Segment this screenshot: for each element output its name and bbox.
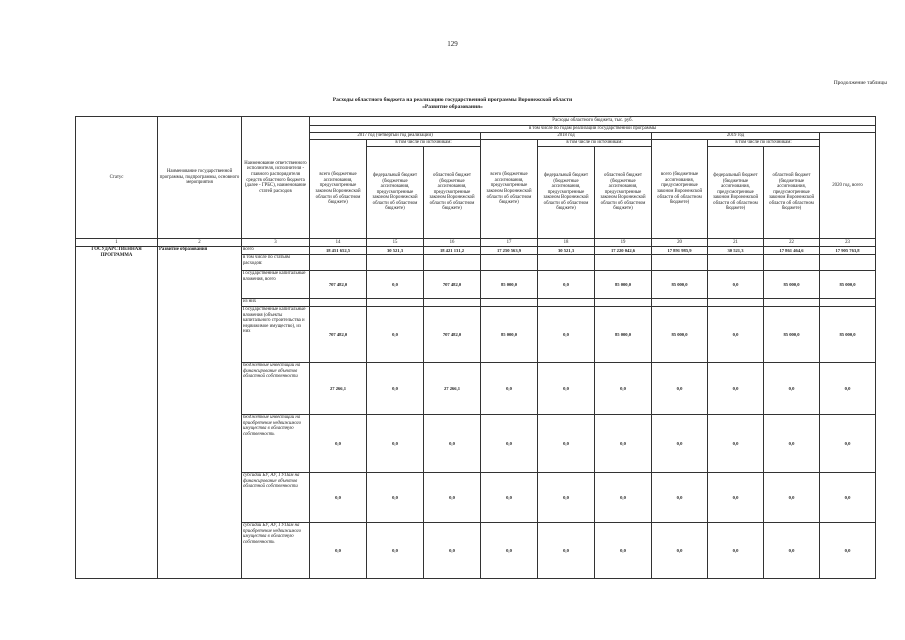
value-cell: 0,0 bbox=[367, 271, 424, 299]
value-cell bbox=[310, 255, 367, 271]
header-2017-federal: федеральный бюджет (бюджетные ассигнования, предусмотренные законом Воронежской области об областном бюджете) bbox=[367, 147, 424, 239]
value-cell: 30 521,3 bbox=[708, 247, 764, 255]
value-cell: 0,0 bbox=[708, 473, 764, 523]
value-cell: 0,0 bbox=[595, 415, 652, 473]
value-cell bbox=[424, 255, 481, 271]
header-2018-federal: федеральный бюджет (бюджетные ассигнования, предусмотренные законом Воронежской области об областном бюджете) bbox=[538, 147, 595, 239]
header-2018-sources: в том числе по источникам: bbox=[538, 140, 652, 147]
value-cell: 0,0 bbox=[820, 523, 876, 579]
value-cell bbox=[538, 299, 595, 307]
value-cell: 0,0 bbox=[652, 473, 708, 523]
header-year-2017: 2017 год (четвертый год реализации) bbox=[310, 133, 481, 140]
value-cell bbox=[764, 255, 820, 271]
value-cell: 17 905 763,8 bbox=[820, 247, 876, 255]
col-number: 15 bbox=[367, 239, 424, 247]
value-cell: 0,0 bbox=[652, 415, 708, 473]
value-cell: 0,0 bbox=[481, 415, 538, 473]
value-cell: 85 000,0 bbox=[595, 307, 652, 363]
header-2019-federal: федеральный бюджет (бюджетные ассигнования, предусмотренные законом Воронежской области об областном бюджете) bbox=[708, 147, 764, 239]
col-number: 17 bbox=[481, 239, 538, 247]
value-cell bbox=[481, 299, 538, 307]
value-cell bbox=[538, 255, 595, 271]
value-cell: 0,0 bbox=[820, 415, 876, 473]
value-cell: 0,0 bbox=[595, 363, 652, 415]
row-label: субсидии БУ, АУ, ГУПам на приобретение недвижимого имущества в областную собственность bbox=[242, 523, 310, 579]
value-cell: 707 482,0 bbox=[424, 271, 481, 299]
header-status: Статус bbox=[76, 117, 158, 239]
value-cell: 0,0 bbox=[367, 363, 424, 415]
value-cell: 0,0 bbox=[538, 271, 595, 299]
value-cell bbox=[367, 299, 424, 307]
row-label: Государственные капитальные вложения, всего bbox=[242, 271, 310, 299]
value-cell: 0,0 bbox=[708, 271, 764, 299]
header-year-2020: 2020 год, всего bbox=[820, 133, 876, 239]
value-cell: 18 421 131,2 bbox=[424, 247, 481, 255]
header-2017-total: всего (бюджетные ассигнования, предусмотренные законом Воронежской области об областном бюджете) bbox=[310, 140, 367, 239]
value-cell: 85 000,0 bbox=[481, 271, 538, 299]
program-name-cell: Развитие образования bbox=[158, 247, 242, 579]
value-cell: 0,0 bbox=[481, 523, 538, 579]
value-cell: 0,0 bbox=[820, 473, 876, 523]
col-number: 23 bbox=[820, 239, 876, 247]
header-expenses: Расходы областного бюджета, тыс. руб. bbox=[310, 117, 876, 126]
value-cell bbox=[820, 299, 876, 307]
value-cell: 17 891 985,9 bbox=[652, 247, 708, 255]
col-number: 3 bbox=[242, 239, 310, 247]
header-2017-regional: областной бюджет (бюджетные ассигнования, предусмотренные законом Воронежской области об областном бюджете) bbox=[424, 147, 481, 239]
value-cell: 0,0 bbox=[764, 415, 820, 473]
value-cell: 85 000,0 bbox=[652, 271, 708, 299]
value-cell bbox=[764, 299, 820, 307]
header-2019-sources: в том числе по источникам: bbox=[708, 140, 820, 147]
value-cell: 0,0 bbox=[538, 415, 595, 473]
value-cell: 0,0 bbox=[424, 473, 481, 523]
value-cell: 0,0 bbox=[652, 363, 708, 415]
value-cell: 27 266,1 bbox=[424, 363, 481, 415]
value-cell bbox=[820, 255, 876, 271]
value-cell bbox=[481, 255, 538, 271]
value-cell: 17 861 464,6 bbox=[764, 247, 820, 255]
budget-table bbox=[75, 116, 876, 579]
header-2019-total: всего (бюджетные ассигнования, предусмотренные законом Воронежской области об областном бюджете) bbox=[652, 140, 708, 239]
title-line-1: Расходы областного бюджета на реализацию государственной программы Воронежской области bbox=[332, 97, 573, 103]
row-label: всего bbox=[242, 247, 310, 255]
value-cell: 0,0 bbox=[538, 523, 595, 579]
value-cell: 0,0 bbox=[538, 363, 595, 415]
value-cell bbox=[708, 299, 764, 307]
value-cell bbox=[652, 299, 708, 307]
header-2019-regional: областной бюджет (бюджетные ассигнования, предусмотренные законом Воронежской области об областном бюджете) bbox=[764, 147, 820, 239]
value-cell: 0,0 bbox=[652, 523, 708, 579]
value-cell: 0,0 bbox=[595, 523, 652, 579]
row-label: субсидии БУ, АУ, ГУПам на финансирование объектов областной собственности bbox=[242, 473, 310, 523]
value-cell: 85 000,0 bbox=[595, 271, 652, 299]
col-number: 21 bbox=[708, 239, 764, 247]
value-cell: 707 482,0 bbox=[310, 307, 367, 363]
header-2017-sources: в том числе по источникам: bbox=[367, 140, 481, 147]
title-line-2: «Развитие образования» bbox=[422, 104, 483, 110]
value-cell: 0,0 bbox=[367, 307, 424, 363]
row-label: бюджетные инвестиции на финансирование объектов областной собственности bbox=[242, 363, 310, 415]
value-cell: 0,0 bbox=[310, 523, 367, 579]
value-cell: 0,0 bbox=[424, 523, 481, 579]
col-number: 16 bbox=[424, 239, 481, 247]
value-cell: 17 250 563,9 bbox=[481, 247, 538, 255]
value-cell: 85 000,0 bbox=[481, 307, 538, 363]
col-number: 22 bbox=[764, 239, 820, 247]
value-cell: 17 220 042,6 bbox=[595, 247, 652, 255]
value-cell: 0,0 bbox=[764, 523, 820, 579]
document-title bbox=[0, 97, 905, 111]
value-cell: 0,0 bbox=[538, 307, 595, 363]
value-cell: 707 482,0 bbox=[310, 271, 367, 299]
value-cell: 85 000,0 bbox=[652, 307, 708, 363]
header-2018-total: всего (бюджетные ассигнования, предусмотренные законом Воронежской области об областном бюджете) bbox=[481, 140, 538, 239]
value-cell: 0,0 bbox=[820, 363, 876, 415]
row-label: Государственные капитальные вложения (объекты капитального строительства и недвижимое имущество), из них bbox=[242, 307, 310, 363]
value-cell: 85 000,0 bbox=[764, 271, 820, 299]
value-cell: 0,0 bbox=[481, 473, 538, 523]
header-2018-regional: областной бюджет (бюджетные ассигнования, предусмотренные законом Воронежской области об областном бюджете) bbox=[595, 147, 652, 239]
header-program-name: Наименование государственной программы, подпрограммы, основного мероприятия bbox=[158, 117, 242, 239]
header-by-years: в том числе по годам реализации государственной программы bbox=[310, 126, 876, 133]
value-cell: 0,0 bbox=[708, 523, 764, 579]
value-cell: 85 000,0 bbox=[820, 307, 876, 363]
value-cell: 0,0 bbox=[367, 473, 424, 523]
value-cell: 0,0 bbox=[310, 473, 367, 523]
col-number: 18 bbox=[538, 239, 595, 247]
header-year-2018: 2018 год bbox=[481, 133, 652, 140]
value-cell: 27 266,1 bbox=[310, 363, 367, 415]
row-label: в том числе по статьям расходов: bbox=[242, 255, 310, 271]
table-continuation-note: Продолжение таблицы bbox=[833, 80, 887, 86]
header-year-2019: 2019 год bbox=[652, 133, 820, 140]
value-cell bbox=[310, 299, 367, 307]
row-label: бюджетные инвестиции на приобретение недвижимого имущества в областную собственность bbox=[242, 415, 310, 473]
value-cell bbox=[595, 255, 652, 271]
value-cell: 0,0 bbox=[367, 415, 424, 473]
value-cell: 30 521,3 bbox=[367, 247, 424, 255]
value-cell: 707 482,0 bbox=[424, 307, 481, 363]
status-cell: ГОСУДАРСТВЕННАЯ ПРОГРАММА bbox=[76, 247, 158, 579]
value-cell: 0,0 bbox=[481, 363, 538, 415]
col-number: 19 bbox=[595, 239, 652, 247]
value-cell bbox=[708, 255, 764, 271]
value-cell: 0,0 bbox=[764, 473, 820, 523]
page-number: 129 bbox=[447, 40, 458, 48]
col-number: 20 bbox=[652, 239, 708, 247]
value-cell bbox=[595, 299, 652, 307]
value-cell: 85 000,0 bbox=[820, 271, 876, 299]
header-grbs: Наименование ответственного исполнителя, исполнителя - главного распорядителя средств областного бюджета (далее - ГРБС), наименование статей расходов bbox=[242, 117, 310, 239]
table-row bbox=[76, 247, 876, 255]
value-cell: 0,0 bbox=[424, 415, 481, 473]
value-cell bbox=[652, 255, 708, 271]
value-cell bbox=[424, 299, 481, 307]
value-cell: 0,0 bbox=[310, 415, 367, 473]
value-cell: 18 451 652,5 bbox=[310, 247, 367, 255]
value-cell: 0,0 bbox=[708, 415, 764, 473]
row-label: из них bbox=[242, 299, 310, 307]
value-cell: 0,0 bbox=[367, 523, 424, 579]
col-number: 1 bbox=[76, 239, 158, 247]
value-cell: 0,0 bbox=[595, 473, 652, 523]
col-number: 2 bbox=[158, 239, 242, 247]
value-cell: 85 000,0 bbox=[764, 307, 820, 363]
value-cell: 0,0 bbox=[708, 363, 764, 415]
value-cell bbox=[367, 255, 424, 271]
value-cell: 0,0 bbox=[708, 307, 764, 363]
value-cell: 0,0 bbox=[538, 473, 595, 523]
col-number: 14 bbox=[310, 239, 367, 247]
value-cell: 30 521,3 bbox=[538, 247, 595, 255]
value-cell: 0,0 bbox=[764, 363, 820, 415]
